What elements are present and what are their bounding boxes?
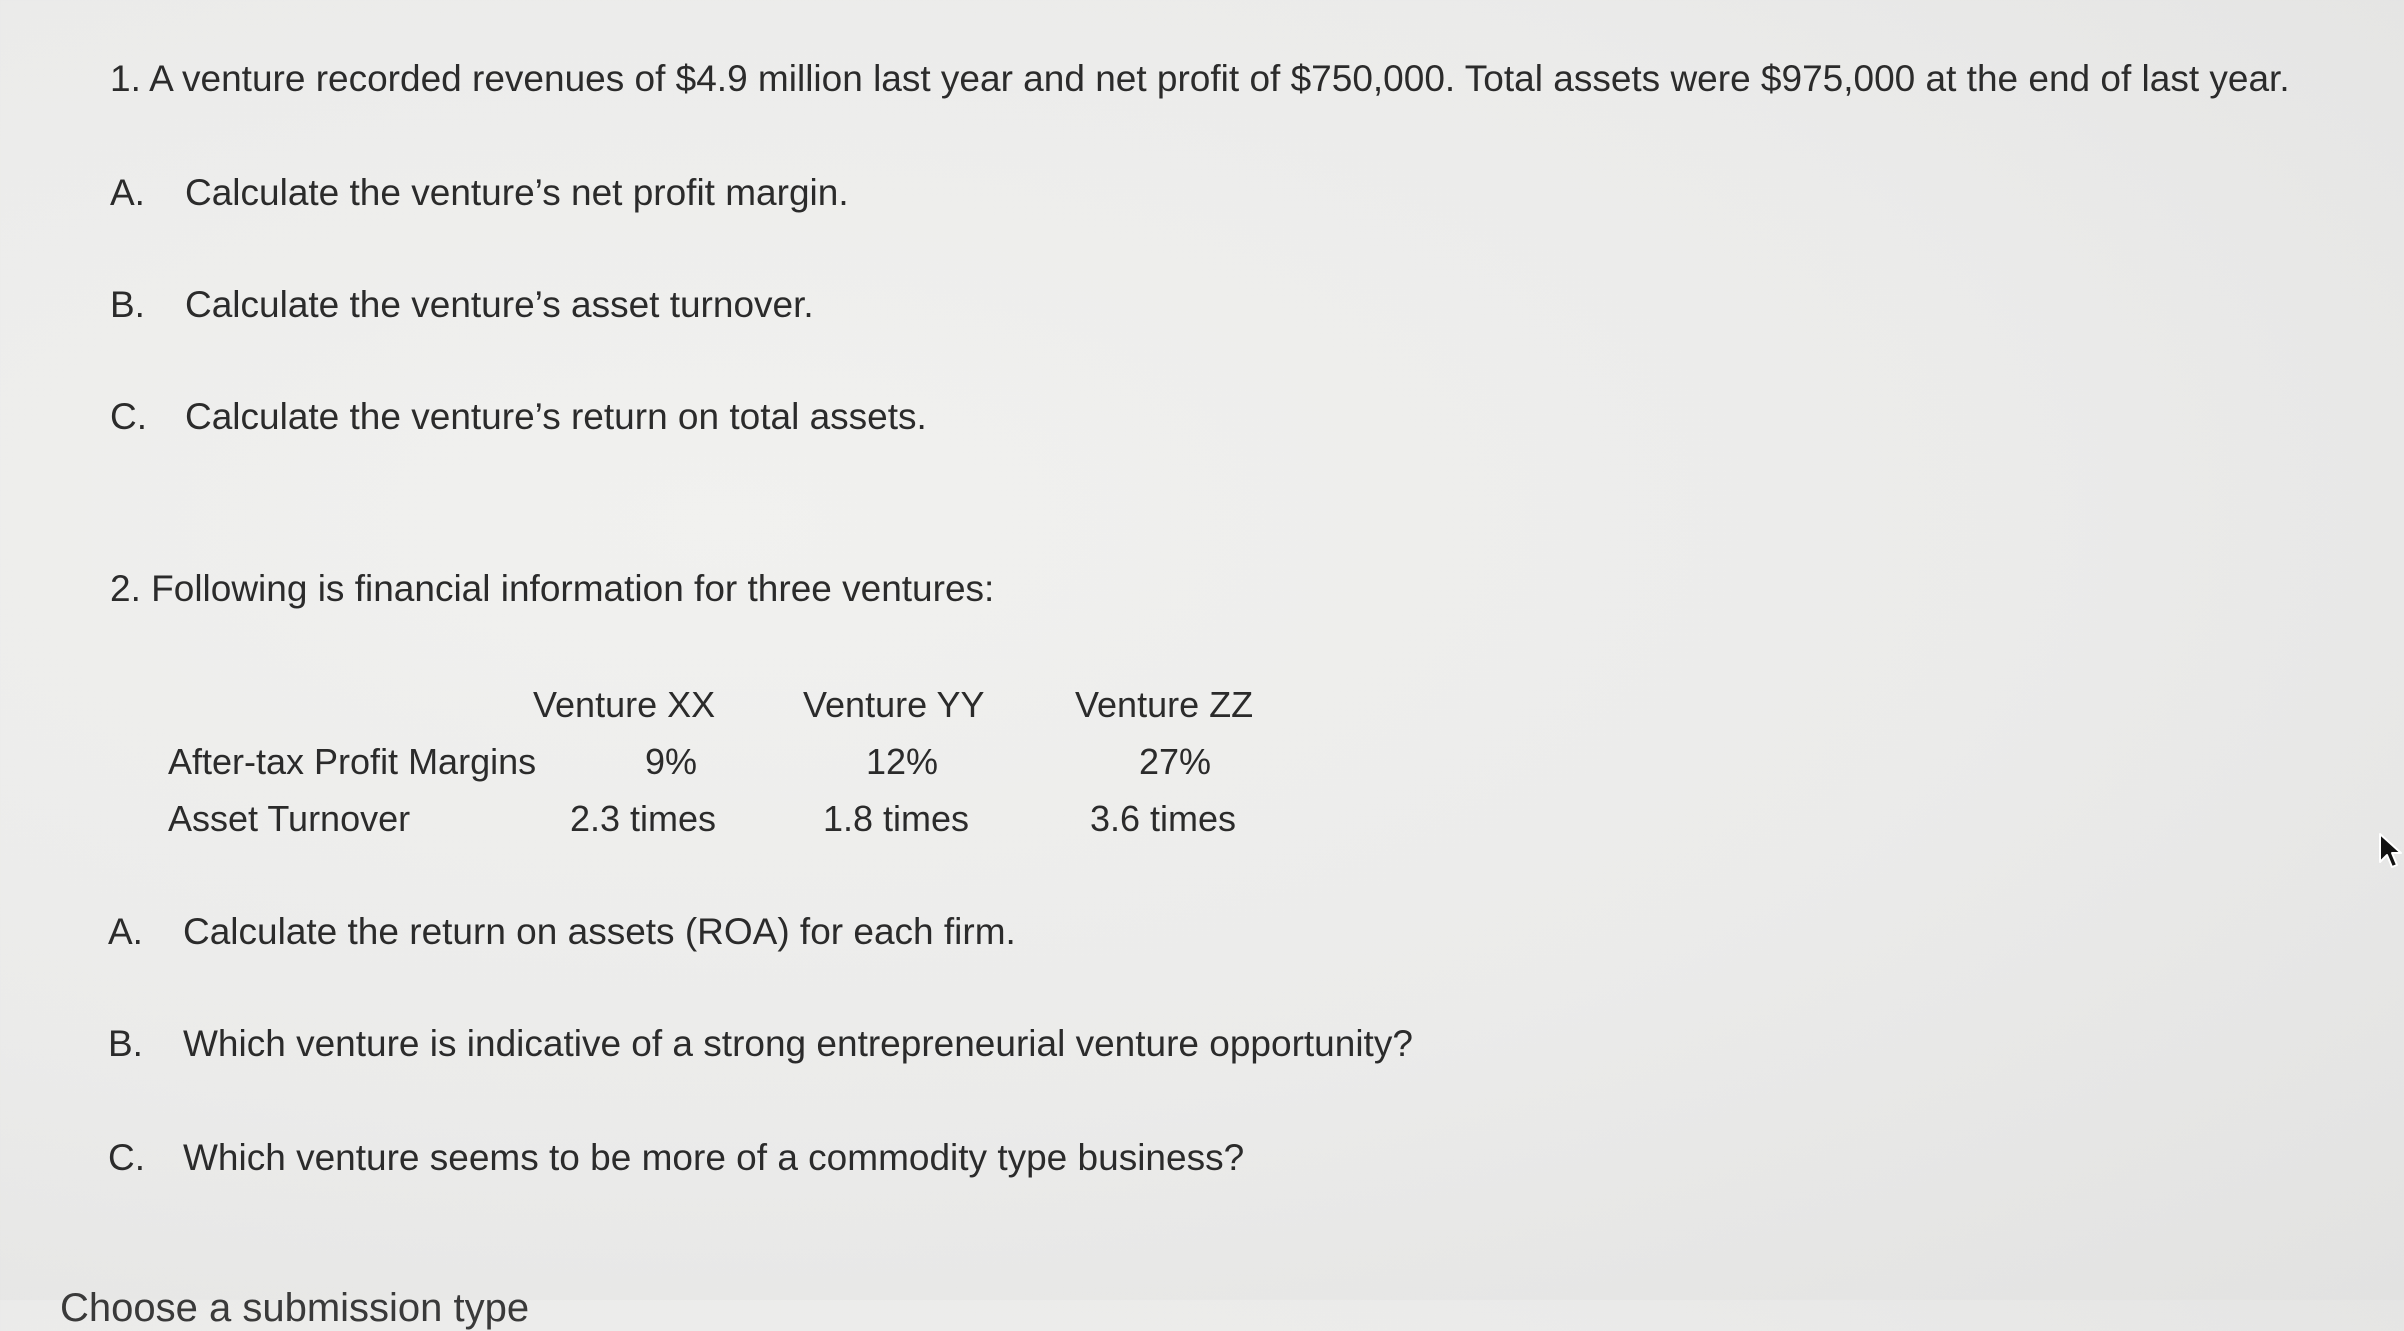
part-text: Calculate the return on assets (ROA) for each firm. bbox=[183, 911, 1016, 952]
part-letter: C. bbox=[108, 1137, 145, 1178]
question-2-prompt: 2. Following is financial information for three ventures: bbox=[110, 568, 995, 609]
part-letter: B. bbox=[110, 284, 145, 325]
part-text: Calculate the venture’s net profit margin. bbox=[185, 172, 849, 213]
submission-type-heading: Choose a submission type bbox=[60, 1286, 530, 1330]
table-cell: 27% bbox=[1139, 741, 1212, 782]
mouse-cursor-icon bbox=[2378, 832, 2404, 877]
question-1-prompt: 1. A venture recorded revenues of $4.9 million last year and net profit of $750,000. Total assets were $975,000 at the end of last year. bbox=[110, 58, 2290, 99]
part-text: Which venture is indicative of a strong entrepreneurial venture opportunity? bbox=[183, 1023, 1413, 1064]
part-letter: B. bbox=[108, 1023, 143, 1064]
table-header-venture-xx: Venture XX bbox=[533, 684, 716, 725]
table-row-label-asset-turnover: Asset Turnover bbox=[168, 798, 411, 839]
part-letter: C. bbox=[110, 396, 147, 437]
table-cell: 9% bbox=[645, 741, 698, 782]
part-text: Which venture seems to be more of a commodity type business? bbox=[183, 1137, 1245, 1178]
table-cell: 2.3 times bbox=[570, 798, 717, 839]
part-letter: A. bbox=[108, 911, 143, 952]
table-cell: 12% bbox=[866, 741, 939, 782]
part-letter: A. bbox=[110, 172, 145, 213]
table-cell: 1.8 times bbox=[823, 798, 970, 839]
table-cell: 3.6 times bbox=[1090, 798, 1237, 839]
table-header-venture-yy: Venture YY bbox=[803, 684, 985, 725]
table-header-venture-zz: Venture ZZ bbox=[1075, 684, 1254, 725]
table-row-label-profit-margins: After-tax Profit Margins bbox=[168, 741, 537, 782]
part-text: Calculate the venture’s asset turnover. bbox=[185, 284, 814, 325]
part-text: Calculate the venture’s return on total assets. bbox=[185, 396, 927, 437]
